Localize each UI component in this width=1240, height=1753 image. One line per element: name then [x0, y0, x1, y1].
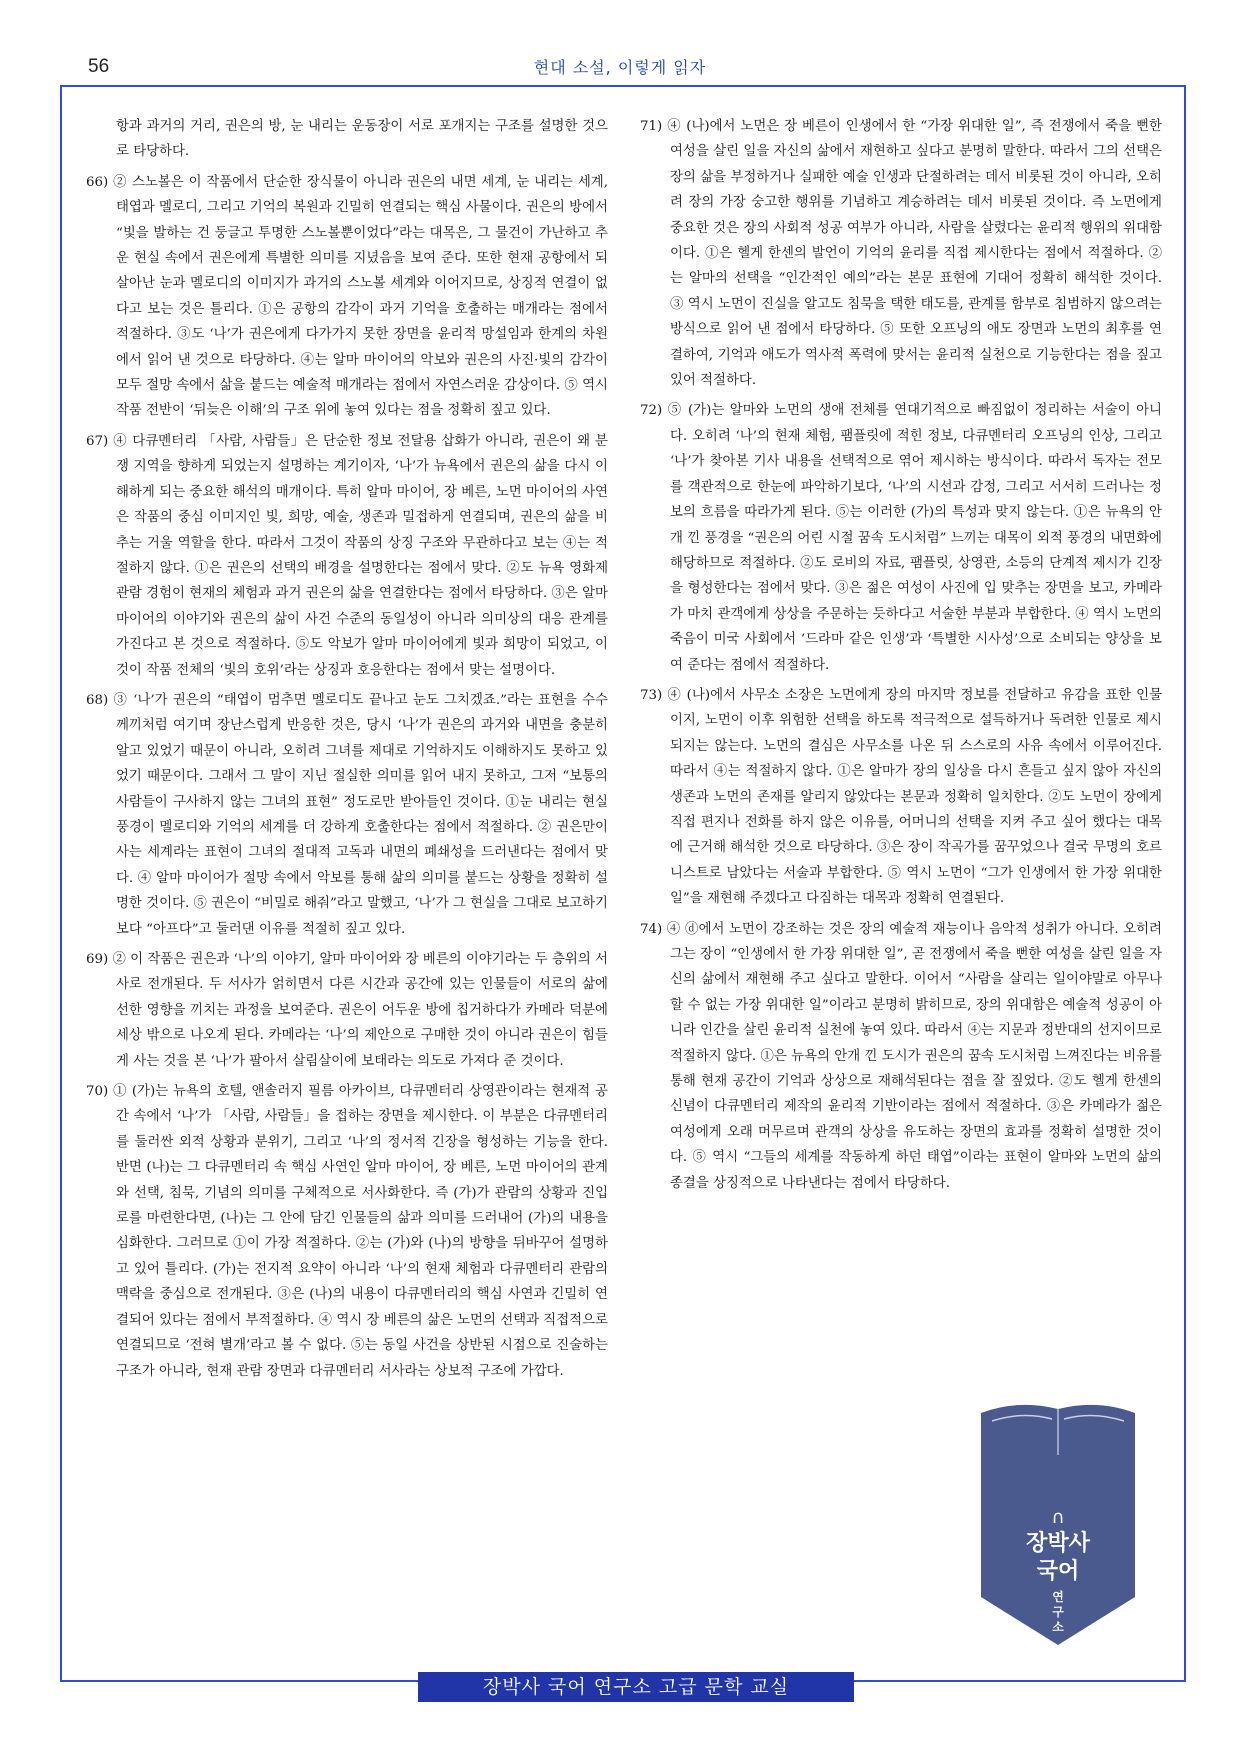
logo-subtitle: 연구소: [1052, 1590, 1064, 1634]
logo-name: 장박사 국어: [1026, 1531, 1090, 1584]
answer-70: 70) ① (가)는 뉴욕의 호텔, 앤솔러지 필름 아카이브, 다큐멘터리 상영관이라는 현재적 공간 속에서 ‘나’가 「사람, 사람들」을 접하는 장면을 제시한다. 이 부분은 다큐멘터리를 둘러싼 외적 상황과 분위기, 그리고 ‘나’의 정서적 긴장을 형성하는 기능을 한다. 반면 (나)는 그 다큐멘터리 속 핵심 사연인 알마 마이어, 장 베른, 노먼 마이어의 관계와 선택, 침묵, 기념의 의미를 구체적으로 서사화한다. 즉 (가)가 관람의 상황과 진입로를 마련한다면, (나)는 그 안에 담긴 인물들의 삶과 의미를 드러내어 (가)의 내용을 심화한다. 그러므로 ①이 가장 적절하다. ②는 (가)와 (나)의 방향을 뒤바꾸어 설명하고 있어 틀리다. (가)는 전지적 요약이 아니라 ‘나’의 현재 체험과 다큐멘터리 관람의 맥락을 중심으로 전개된다. ③은 (나)의 내용이 다큐멘터리의 핵심 사연과 긴밀히 연결되어 있다는 점에서 부적절하다. ④ 역시 장 베른의 삶은 노먼의 선택과 직접적으로 연결되므로 ‘전혀 별개’라고 볼 수 없다. ⑤는 동일 사건을 상반된 시점으로 진술하는 구조가 아니라, 현재 관람 장면과 다큐멘터리 서사라는 상보적 구조에 가깝다.: [86, 1084, 608, 1379]
page-number: 56: [88, 56, 110, 77]
answer-74: 74) ④ ⓓ에서 노먼이 강조하는 것은 장의 예술적 재능이나 음악적 성취가 아니다. 오히려 그는 장이 “인생에서 한 가장 위대한 일”, 곧 전쟁에서 죽을 뻔한 여성을 살린 일을 자신의 삶에서 재현해 주고 싶다고 말한다. 이어서 “사람을 살리는 일이야말로 아무나 할 수 없는 가장 위대한 일”이라고 분명히 밝히므로, 장의 위대함은 예술적 성공이 아니라 인간을 살린 윤리적 실천에 놓여 있다. 따라서 ④는 지문과 정반대의 선지이므로 적절하지 않다. ①은 뉴욕의 안개 낀 도시가 권은의 꿈속 도시처럼 느껴진다는 비유를 통해 현재 공간이 기억과 상상으로 재해석된다는 점을 잘 짚었다. ②도 헬게 한센의 신념이 다큐멘터리 제작의 윤리적 기반이라는 점에서 적절하다. ③은 카메라가 젊은 여성에게 오래 머무르며 관객의 상상을 유도하는 장면의 효과를 정확히 설명한 것이다. ⑤ 역시 “그들의 세계를 작동하게 하던 태엽”이라는 표현이 알마와 노먼의 삶의 종결을 상징적으로 나타낸다는 점에서 타당하다.: [640, 921, 1162, 1191]
answer-73: 73) ④ (나)에서 사무소 소장은 노먼에게 장의 마지막 정보를 전달하고 유감을 표한 인물이지, 노먼이 이후 위험한 선택을 하도록 적극적으로 설득하거나 독려한 인물로 제시되지는 않는다. 노먼의 결심은 사무소를 나온 뒤 스스로의 사유 속에서 이루어진다. 따라서 ④는 적절하지 않다. ①은 알마가 장의 일상을 다시 흔들고 싶지 않아 자신의 생존과 노먼의 존재를 알리지 않았다는 본문과 정확히 일치한다. ②도 노먼이 장에게 직접 편지나 전화를 하지 않은 이유를, 어머니의 선택을 지켜 주고 싶어 했다는 대목에 근거해 해석한 것으로 타당하다. ③은 장이 작곡가를 꿈꾸었으나 결국 무명의 호르니스트로 남았다는 서술과 부합한다. ⑤ 역시 노먼이 “그가 인생에서 한 가장 위대한 일”을 재현해 주겠다고 다짐하는 대목과 정확히 연결된다.: [640, 687, 1162, 907]
answer-72: 72) ⑤ (가)는 알마와 노먼의 생애 전체를 연대기적으로 빠짐없이 정리하는 서술이 아니다. 오히려 ‘나’의 현재 체험, 팸플릿에 적힌 정보, 다큐멘터리 오프닝의 인상, 그리고 ‘나’가 찾아본 기사 내용을 선택적으로 엮어 제시하는 방식이다. 따라서 독자는 전모를 객관적으로 한눈에 파악하기보다, ‘나’의 시선과 감정, 그리고 서서히 드러나는 정보의 흐름을 따라가게 된다. ⑤는 이러한 (가)의 특성과 맞지 않는다. ①은 뉴욕의 안개 낀 풍경을 “권은의 어린 시절 꿈속 도시처럼” 느끼는 대목이 외적 풍경의 내면화에 해당하므로 적절하다. ②도 로비의 자료, 팸플릿, 상영관, 소등의 단계적 제시가 긴장을 형성한다는 점에서 맞다. ③은 젊은 여성이 사진에 입 맞추는 장면을 보고, 카메라가 마치 관객에게 상상을 주문하는 듯하다고 서술한 부분과 부합한다. ④ 역시 노먼의 죽음이 미국 사회에서 ‘드라마 같은 인생’과 ‘특별한 시사성’으로 소비되는 양상을 보여 준다는 점에서 적절하다.: [640, 403, 1162, 673]
right-column: [640, 114, 1162, 1201]
logo-mark: ∩: [1051, 1507, 1065, 1528]
running-title: 현대 소설, 이렇게 읽자: [533, 58, 707, 77]
footer-bar: 장박사 국어 연구소 고급 문학 교실: [418, 1672, 854, 1702]
text-paragraph: 항과 과거의 거리, 권은의 방, 눈 내리는 운동장이 서로 포개지는 구조를 설명한 것으로 타당하다.: [116, 119, 608, 160]
answer-71: 71) ④ (나)에서 노먼은 장 베른이 인생에서 한 “가장 위대한 일”, 즉 전쟁에서 죽을 뻔한 여성을 살린 일을 자신의 삶에서 재현하고 싶다고 분명히 말한다. 따라서 그의 선택은 장의 삶을 부정하거나 실패한 예술 인생과 단절하려는 데서 비롯된 것이 아니라, 오히려 장의 가장 숭고한 행위를 기념하고 계승하려는 데서 비롯된 것이다. 즉 노먼에게 중요한 것은 장의 사회적 성공 여부가 아니라, 사람을 살렸다는 윤리적 행위의 위대함이다. ①은 헬게 한센의 발언이 기억의 윤리를 직접 제시한다는 점에서 적절하다. ②는 알마의 선택을 “인간적인 예의”라는 본문 표현에 기대어 정확히 해석한 것이다. ③ 역시 노먼이 진실을 알고도 침묵을 택한 태도를, 관계를 함부로 침범하지 않으려는 방식으로 읽어 낸 점에서 타당하다. ⑤ 또한 오프닝의 애도 장면과 노먼의 최후를 연결하여, 기억과 애도가 역사적 폭력에 맞서는 윤리적 실천으로 기능한다는 점을 짚고 있어 적절하다.: [640, 119, 1162, 389]
left-column: [86, 114, 608, 1389]
answer-69: 69) ② 이 작품은 권은과 ‘나’의 이야기, 알마 마이어와 장 베른의 이야기라는 두 층위의 서사로 전개된다. 두 서사가 얽히면서 다른 시간과 공간에 있는 인물들이 서로의 삶에 선한 영향을 끼치는 과정을 보여준다. 권은이 어두운 방에 칩거하다가 카메라 덕분에 세상 밖으로 나오게 된다. 카메라는 ‘나’의 제안으로 구매한 것이 아니라 권은이 힘들게 사는 것을 본 ‘나’가 팔아서 살림살이에 보태라는 의도로 가져다 준 것이다.: [86, 952, 608, 1069]
answer-68: 68) ③ ‘나’가 권은의 “태엽이 멈추면 멜로디도 끝나고 눈도 그치겠죠.”라는 표현을 수수께끼처럼 여기며 장난스럽게 반응한 것은, 당시 ‘나’가 권은의 과거와 내면을 충분히 알고 있었기 때문이 아니라, 오히려 그녀를 제대로 기억하지도 이해하지도 못하고 있었기 때문이다. 그래서 그 말이 지닌 절실한 의미를 읽어 내지 못하고, 그저 “보통의 사람들이 구사하지 않는 그녀의 표현” 정도로만 받아들인 것이다. ①눈 내리는 현실 풍경이 멜로디와 기억의 세계를 더 강하게 호출한다는 점에서 적절하다. ② 권은만이 사는 세계라는 표현이 그녀의 절대적 고독과 내면의 폐쇄성을 드러낸다는 점에서 맞다. ④ 알마 마이어가 절망 속에서 악보를 통해 삶의 의미를 붙드는 상황을 정확히 설명한 것이다. ⑤ 권은이 “비밀로 해줘”라고 말했고, ‘나’가 그 현실을 그대로 보고하기보다 “아프다”고 둘러댄 이유를 적절히 짚고 있다.: [86, 692, 608, 937]
institute-logo: [978, 1395, 1138, 1645]
answer-67: 67) ④ 다큐멘터리 「사람, 사람들」은 단순한 정보 전달용 삽화가 아니라, 권은이 왜 분쟁 지역을 향하게 되었는지 설명하는 계기이자, ‘나’가 뉴욕에서 권은의 삶을 다시 이해하게 되는 중요한 해석의 매개이다. 특히 알마 마이어, 장 베른, 노먼 마이어의 사연은 작품의 중심 이미지인 빛, 희망, 예술, 생존과 밀접하게 연결되며, 권은의 삶을 비추는 거울 역할을 한다. 따라서 그것이 작품의 상징 구조와 무관하다고 보는 ④는 적절하지 않다. ①은 권은의 선택의 배경을 설명한다는 점에서 맞다. ②도 뉴욕 영화제 관람 경험이 현재의 체험과 과거 권은의 삶을 연결한다는 점에서 타당하다. ③은 알마 마이어의 이야기와 권은의 삶이 사건 수준의 동일성이 아니라 의미상의 대응 관계를 가진다고 본 것으로 적절하다. ⑤도 악보가 알마 마이어에게 빛과 희망이 되었고, 이것이 작품 전체의 ‘빛의 호위’라는 상징과 호응한다는 점에서 맞는 설명이다.: [86, 433, 608, 678]
answer-66: 66) ② 스노볼은 이 작품에서 단순한 장식물이 아니라 권은의 내면 세계, 눈 내리는 세계, 태엽과 멜로디, 그리고 기억의 복원과 긴밀히 연결되는 핵심 사물이다. 권은의 방에서 “빛을 발하는 건 둥글고 투명한 스노볼뿐이었다”라는 대목은, 그 물건이 가난하고 추운 현실 속에서 권은에게 특별한 의미를 지녔음을 보여 준다. 또한 현재 공항에서 되살아난 눈과 멜로디의 이미지가 과거의 스노볼 세계와 이어지므로, 상징적 연결이 없다고 보는 것은 틀리다. ①은 공항의 감각이 과거 기억을 호출하는 매개라는 점에서 적절하다. ③도 ‘나’가 권은에게 다가가지 못한 장면을 윤리적 망설임과 한계의 차원에서 읽어 낸 것으로 타당하다. ④는 알마 마이어의 악보와 권은의 사진·빛의 감각이 모두 절망 속에서 삶을 붙드는 예술적 매개라는 점에서 자연스러운 감상이다. ⑤ 역시 작품 전반이 ‘뒤늦은 이해’의 구조 위에 놓여 있다는 점을 정확히 짚고 있다.: [86, 174, 608, 419]
